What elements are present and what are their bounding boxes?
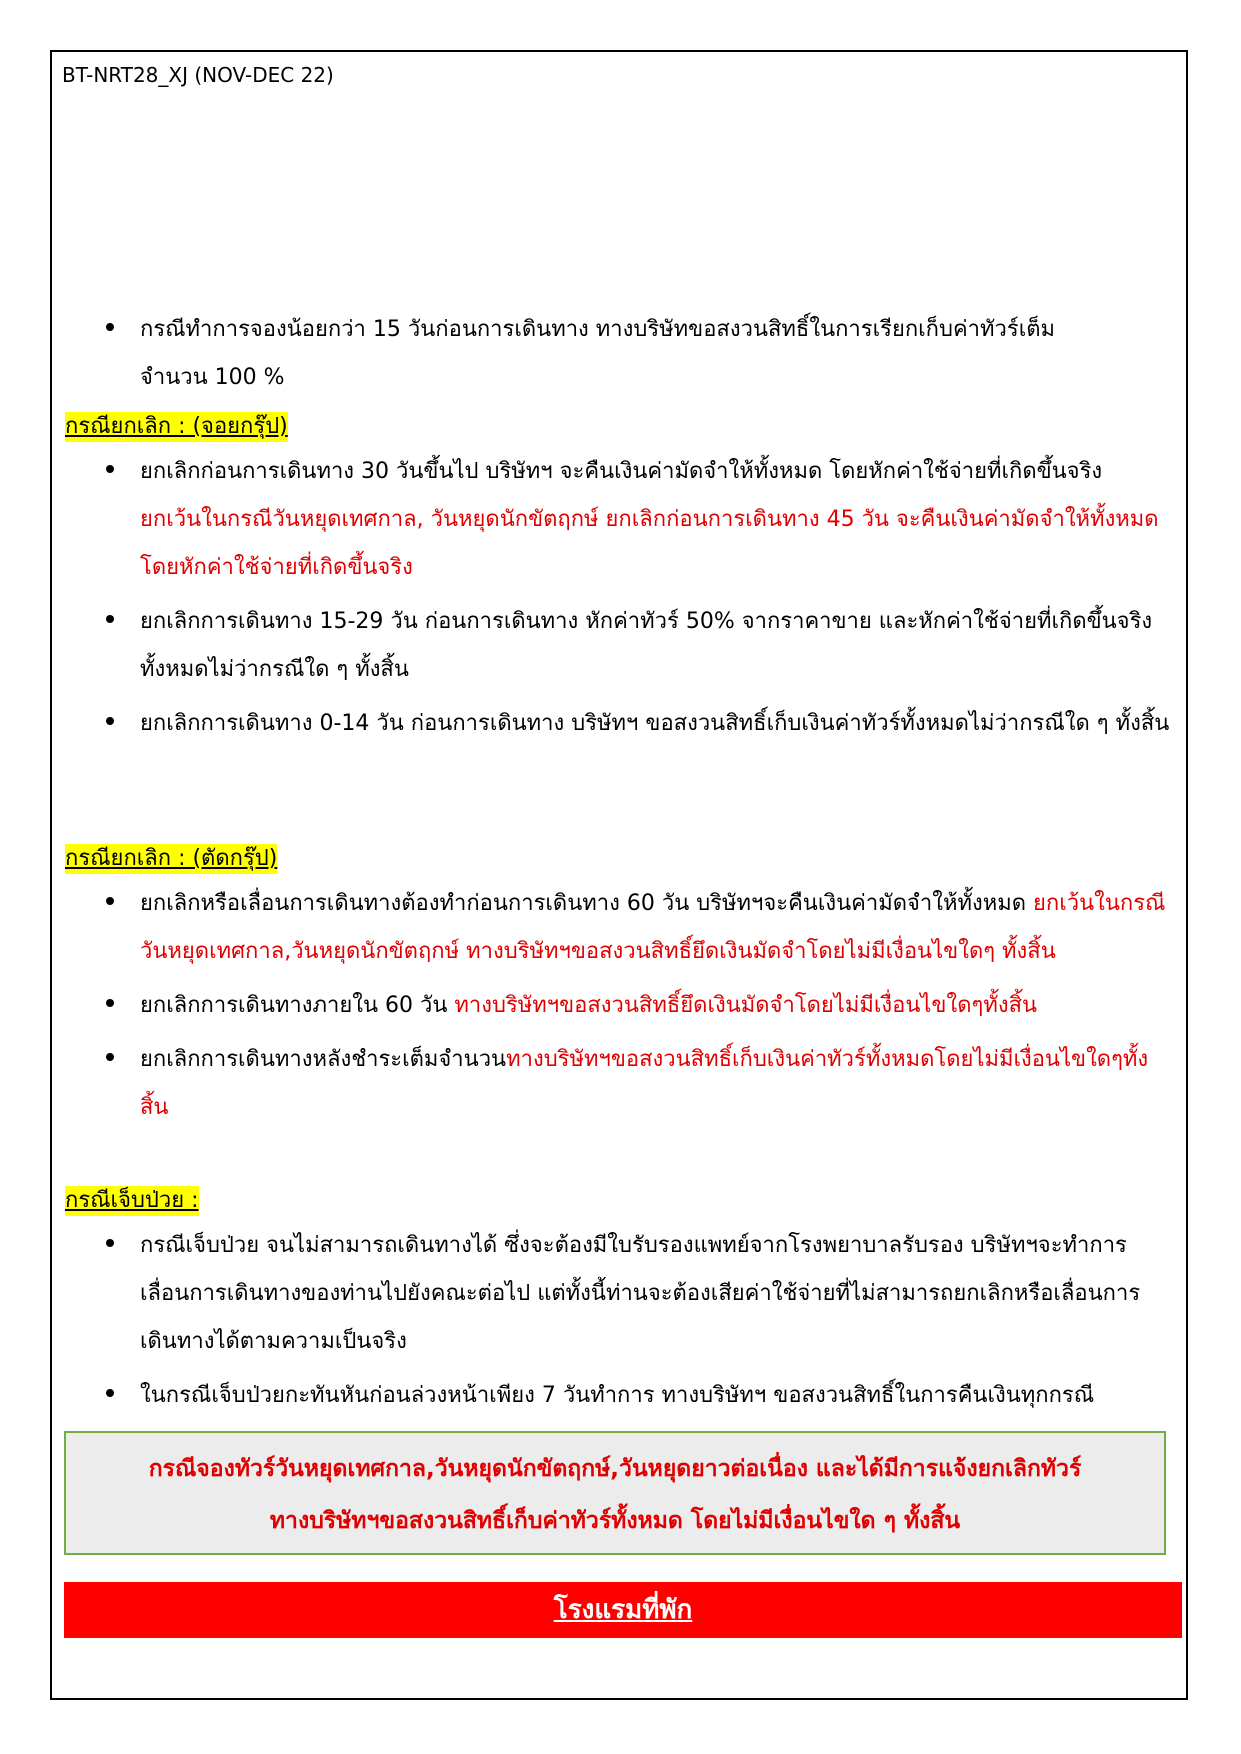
bullet-icon — [106, 1239, 114, 1247]
bullet-icon — [106, 999, 114, 1007]
list-item — [60, 1372, 1170, 1420]
bullet-icon — [106, 1053, 114, 1061]
bullet-icon — [106, 717, 114, 725]
list-item — [60, 1222, 1170, 1366]
section-heading-cancel-private: กรณียกเลิก : (ตัดกรุ๊ป) — [65, 844, 277, 874]
notice-line-1: กรณีจองทัวร์วันหยุดเทศกาล,วันหยุดนักขัตฤกษ์,วันหยุดยาวต่อเนื่อง และได้มีการแจ้งยกเลิกทัวร์ — [148, 1456, 1082, 1482]
bullet-text: ยกเลิกการเดินทาง 15-29 วัน ก่อนการเดินทาง หักค่าทัวร์ 50% จากราคาขาย และหักค่าใช้จ่ายที่เกิดขึ้นจริงทั้งหมดไม่ว่ากรณีใด ๆ ทั้งสิ้น — [140, 609, 1153, 682]
bullet-text: ยกเลิกก่อนการเดินทาง 30 วันขึ้นไป บริษัทฯ จะคืนเงินค่ามัดจำให้ทั้งหมด โดยหักค่าใช้จ่ายที่เกิดขึ้นจริง ยกเว้นในกรณีวันหยุดเทศกาล, วันหยุดนักขัตฤกษ์ ยกเลิกก่อนการเดินทาง 45 วัน จะคืนเงินค่ามัดจำให้ทั้งหมด โดยหักค่าใช้จ่ายที่เกิดขึ้นจริง — [140, 459, 1159, 580]
list-item — [60, 306, 1170, 402]
bullet-icon — [106, 615, 114, 623]
section-heading-illness: กรณีเจ็บป่วย : — [65, 1186, 199, 1216]
bullet-text: ยกเลิกการเดินทางภายใน 60 วัน ทางบริษัทฯขอสงวนสิทธิ์ยึดเงินมัดจำโดยไม่มีเงื่อนไขใดๆทั้งสิ้น — [140, 993, 1038, 1018]
bullet-text: ยกเลิกการเดินทาง 0-14 วัน ก่อนการเดินทาง บริษัทฯ ขอสงวนสิทธิ์เก็บเงินค่าทัวร์ทั้งหมดไม่ว่ากรณีใด ๆ ทั้งสิ้น — [140, 711, 1170, 736]
bullet-icon — [106, 1389, 114, 1397]
list-item — [60, 448, 1170, 592]
bullet-text: ยกเลิกหรือเลื่อนการเดินทางต้องทำก่อนการเดินทาง 60 วัน บริษัทฯจะคืนเงินค่ามัดจำให้ทั้งหมด ยกเว้นในกรณีวันหยุดเทศกาล,วันหยุดนักขัตฤกษ์ ทางบริษัทฯขอสงวนสิทธิ์ยึดเงินมัดจำโดยไม่มีเงื่อนไขใดๆ ทั้งสิ้น — [140, 891, 1166, 964]
list-item — [60, 598, 1170, 694]
section-heading-cancel-join: กรณียกเลิก : (จอยกรุ๊ป) — [65, 412, 288, 442]
cancel-join-section — [60, 448, 1170, 754]
holiday-notice-box — [64, 1431, 1166, 1555]
bullet-text: กรณีทำการจองน้อยกว่า 15 วันก่อนการเดินทาง ทางบริษัทขอสงวนสิทธิ์ในการเรียกเก็บค่าทัวร์เต็ม จำนวน 100 % — [140, 317, 1056, 390]
document-code: BT-NRT28_XJ (NOV-DEC 22) — [62, 63, 334, 87]
bullet-icon — [106, 897, 114, 905]
list-item — [60, 982, 1170, 1030]
illness-section — [60, 1222, 1170, 1426]
cancel-private-section — [60, 880, 1170, 1138]
bullet-text: ยกเลิกการเดินทางหลังชำระเต็มจำนวนทางบริษัทฯขอสงวนสิทธิ์เก็บเงินค่าทัวร์ทั้งหมดโดยไม่มีเงื่อนไขใดๆทั้งสิ้น — [140, 1047, 1149, 1120]
intro-section — [60, 306, 1170, 408]
list-item — [60, 1036, 1170, 1132]
hotel-title: โรงแรมที่พัก — [553, 1595, 693, 1625]
bullet-text: กรณีเจ็บป่วย จนไม่สามารถเดินทางได้ ซึ่งจะต้องมีใบรับรองแพทย์จากโรงพยาบาลรับรอง บริษัทฯจะทำการเลื่อนการเดินทางของท่านไปยังคณะต่อไป แต่ทั้งนี้ท่านจะต้องเสียค่าใช้จ่ายที่ไม่สามารถยกเลิกหรือเลื่อนการเดินทางได้ตามความเป็นจริง — [140, 1233, 1141, 1354]
bullet-icon — [106, 323, 114, 331]
list-item — [60, 700, 1170, 748]
list-item — [60, 880, 1170, 976]
bullet-icon — [106, 465, 114, 473]
hotel-section-bar — [64, 1582, 1182, 1638]
bullet-text: ในกรณีเจ็บป่วยกะทันหันก่อนล่วงหน้าเพียง 7 วันทำการ ทางบริษัทฯ ขอสงวนสิทธิ์ในการคืนเงินทุกกรณี — [140, 1383, 1095, 1408]
notice-line-2: ทางบริษัทฯขอสงวนสิทธิ์เก็บค่าทัวร์ทั้งหมด โดยไม่มีเงื่อนไขใด ๆ ทั้งสิ้น — [269, 1508, 961, 1534]
